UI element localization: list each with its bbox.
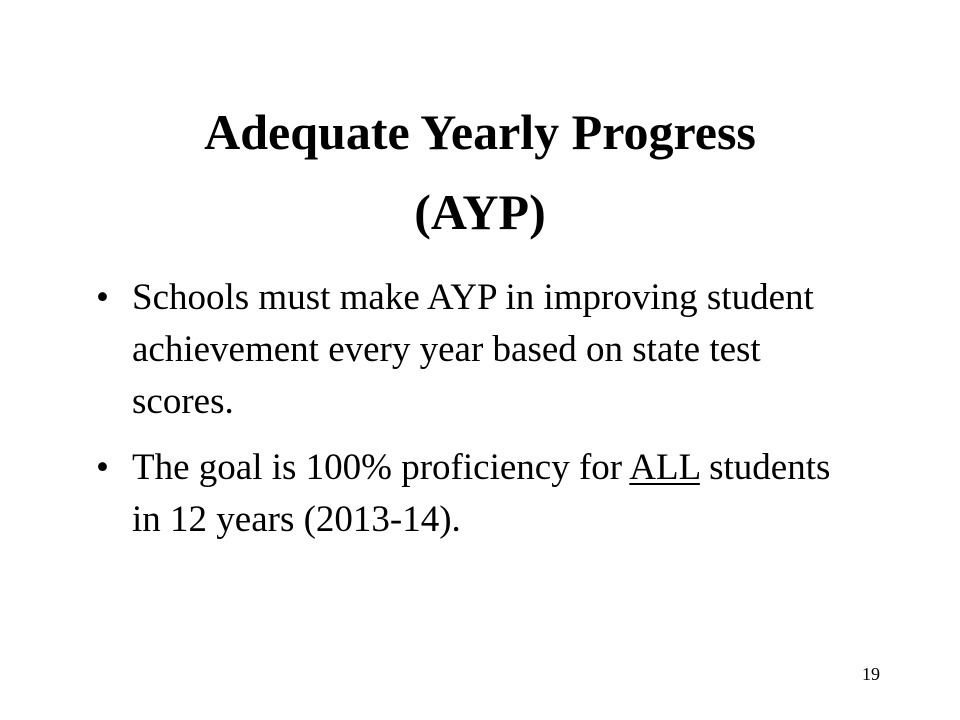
bullet-item-1 <box>96 272 836 428</box>
bullet-text-2-before: The goal is 100% proficiency for <box>132 447 630 488</box>
bullet-text-2-emphasis: ALL <box>629 447 700 488</box>
slide-title-line-1: Adequate Yearly Progress <box>204 104 756 160</box>
slide-title <box>100 92 860 252</box>
bullet-list <box>96 272 836 560</box>
slide-title-line-2: (AYP) <box>414 184 546 240</box>
bullet-text-2-after: students in 12 years (2013-14). <box>132 447 831 540</box>
bullet-item-2 <box>96 442 836 546</box>
page-number: 19 <box>862 664 880 684</box>
bullet-icon: • <box>96 277 109 318</box>
bullet-icon: • <box>96 447 109 488</box>
bullet-text-1: Schools must make AYP in improving student achievement every year based on state test scores. <box>132 277 814 422</box>
